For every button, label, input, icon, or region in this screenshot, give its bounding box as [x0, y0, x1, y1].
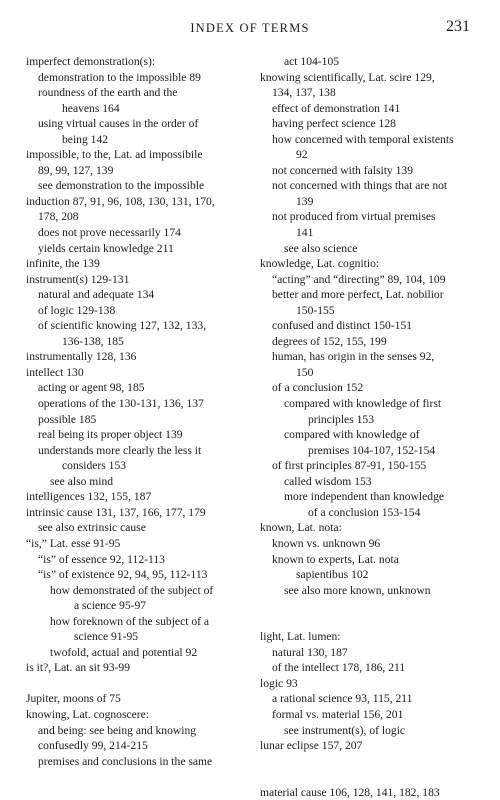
- index-subentry: compared with knowledge of: [284, 428, 420, 442]
- index-subentry: operations of the 130-131, 136, 137: [38, 397, 204, 411]
- index-entry: “is,” Lat. esse 91-95: [26, 536, 121, 550]
- index-subentry: principles 153: [308, 412, 375, 426]
- index-subentry: of a conclusion 153-154: [308, 505, 421, 519]
- index-subentry: see instrument(s), of logic: [284, 723, 406, 737]
- letter-section-gap: [260, 614, 496, 630]
- index-subentry: using virtual causes in the order of: [38, 117, 199, 131]
- index-subentry: called wisdom 153: [284, 474, 372, 488]
- index-entry: knowledge, Lat. cognitio:: [260, 257, 380, 271]
- index-entry: infinite, the 139: [26, 257, 100, 271]
- letter-section-gap: [260, 598, 496, 614]
- index-subentry: better and more perfect, Lat. nobilior: [272, 288, 444, 302]
- index-subentry: possible 185: [38, 412, 97, 426]
- index-subentry: premises 104-107, 152-154: [308, 443, 436, 457]
- index-entry: impossible, to the, Lat. ad impossibile: [26, 148, 203, 162]
- index-subentry: and being: see being and knowing: [38, 723, 197, 737]
- index-subentry: 134, 137, 138: [272, 86, 336, 100]
- index-subentry: of a conclusion 152: [272, 381, 364, 395]
- index-subentry: 150: [296, 365, 314, 379]
- index-subentry: of logic 129-138: [38, 303, 116, 317]
- index-subentry: natural and adequate 134: [38, 288, 155, 302]
- index-entry: Jupiter, moons of 75: [26, 692, 121, 706]
- index-subentry: how foreknown of the subject of a: [50, 614, 210, 628]
- index-subentry: being 142: [62, 132, 109, 146]
- index-subentry: how concerned with temporal existents: [272, 132, 454, 146]
- index-subentry: 141: [296, 226, 314, 240]
- index-subentry: of the intellect 178, 186, 211: [272, 661, 406, 675]
- index-subentry: effect of demonstration 141: [272, 101, 401, 115]
- index-subentry: 136-138, 185: [62, 334, 124, 348]
- index-entry: knowing scientifically, Lat. scire 129,: [260, 70, 435, 84]
- letter-section-gap: [260, 769, 496, 785]
- index-subentry: natural 130, 187: [272, 645, 348, 659]
- index-subentry: not concerned with things that are not: [272, 179, 448, 193]
- index-subentry: premises and conclusions in the same: [38, 754, 213, 768]
- index-subentry: “is” of essence 92, 112-113: [38, 552, 165, 566]
- index-subentry: understands more clearly the less it: [38, 443, 202, 457]
- index-subentry: of first principles 87-91, 150-155: [272, 459, 427, 473]
- index-subentry: see also more known, unknown: [284, 583, 431, 597]
- index-subentry: confusedly 99, 214-215: [38, 739, 148, 753]
- index-entry: known, Lat. nota:: [260, 521, 342, 535]
- index-entry: intrinsic cause 131, 137, 166, 177, 179: [26, 505, 206, 519]
- index-subentry: not produced from virtual premises: [272, 210, 436, 224]
- index-subentry: yields certain knowledge 211: [38, 241, 174, 255]
- index-subentry: confused and distinct 150-151: [272, 319, 413, 333]
- index-subentry: roundness of the earth and the: [38, 86, 178, 100]
- index-subentry: 92: [296, 148, 308, 162]
- index-subentry: known to experts, Lat. nota: [272, 552, 399, 566]
- index-entry: instrument(s) 129-131: [26, 272, 130, 286]
- index-entry: intellect 130: [26, 365, 84, 379]
- index-subentry: act 104-105: [284, 55, 340, 68]
- index-subentry: 89, 99, 127, 139: [38, 163, 114, 177]
- index-entry: imperfect demonstration(s):: [26, 55, 156, 68]
- index-subentry: formal vs. material 156, 201: [272, 707, 404, 721]
- index-subentry: of scientific knowing 127, 132, 133,: [38, 319, 207, 333]
- page-number: 231: [446, 18, 470, 35]
- index-subentry: 139: [296, 194, 314, 208]
- index-subentry: degrees of 152, 155, 199: [272, 334, 387, 348]
- index-entry: lunar eclipse 157, 207: [260, 739, 363, 753]
- index-subentry: twofold, actual and potential 92: [50, 645, 198, 659]
- letter-section-gap: [260, 754, 496, 770]
- letter-section-gap: [26, 676, 262, 692]
- index-subentry: see demonstration to the impossible: [38, 179, 205, 193]
- index-subentry: see also mind: [50, 474, 114, 488]
- index-subentry: science 91-95: [74, 630, 139, 644]
- index-subentry: demonstration to the impossible 89: [38, 70, 201, 84]
- index-entry: intelligences 132, 155, 187: [26, 490, 152, 504]
- index-entry: material cause 106, 128, 141, 182, 183: [260, 785, 440, 799]
- index-subentry: 178, 208: [38, 210, 79, 224]
- running-header: [0, 18, 500, 40]
- index-subentry: having perfect science 128: [272, 117, 396, 131]
- index-entry: instrumentally 128, 136: [26, 350, 137, 364]
- index-subentry: does not prove necessarily 174: [38, 226, 181, 240]
- index-subentry: not concerned with falsity 139: [272, 163, 414, 177]
- index-subentry: 150-155: [296, 303, 335, 317]
- index-subentry: more independent than knowledge: [284, 490, 445, 504]
- index-subentry: known vs. unknown 96: [272, 536, 381, 550]
- index-subentry: “is” of existence 92, 94, 95, 112-113: [38, 568, 208, 582]
- index-subentry: real being its proper object 139: [38, 428, 183, 442]
- index-entry: is it?, Lat. an sit 93-99: [26, 661, 131, 675]
- index-subentry: human, has origin in the senses 92,: [272, 350, 435, 364]
- index-subentry: sapientibus 102: [296, 568, 369, 582]
- index-subentry: how demonstrated of the subject of: [50, 583, 214, 597]
- index-entry: light, Lat. lumen:: [260, 630, 341, 644]
- index-entry: knowing, Lat. cognoscere:: [26, 707, 149, 721]
- index-subentry: a rational science 93, 115, 211: [272, 692, 413, 706]
- index-entry: logic 93: [260, 676, 298, 690]
- index-subentry: a science 95-97: [74, 599, 147, 613]
- index-subentry: heavens 164: [62, 101, 120, 115]
- index-subentry: acting or agent 98, 185: [38, 381, 145, 395]
- running-title: INDEX OF TERMS: [190, 21, 310, 35]
- index-entry: induction 87, 91, 96, 108, 130, 131, 170,: [26, 194, 215, 208]
- index-subentry: “acting” and “directing” 89, 104, 109: [272, 272, 446, 286]
- index-subentry: see also science: [284, 241, 358, 255]
- index-subentry: considers 153: [62, 459, 127, 473]
- index-subentry: see also extrinsic cause: [38, 521, 146, 535]
- index-column-right: [260, 54, 496, 800]
- index-column-left: [26, 54, 262, 769]
- index-subentry: compared with knowledge of first: [284, 397, 442, 411]
